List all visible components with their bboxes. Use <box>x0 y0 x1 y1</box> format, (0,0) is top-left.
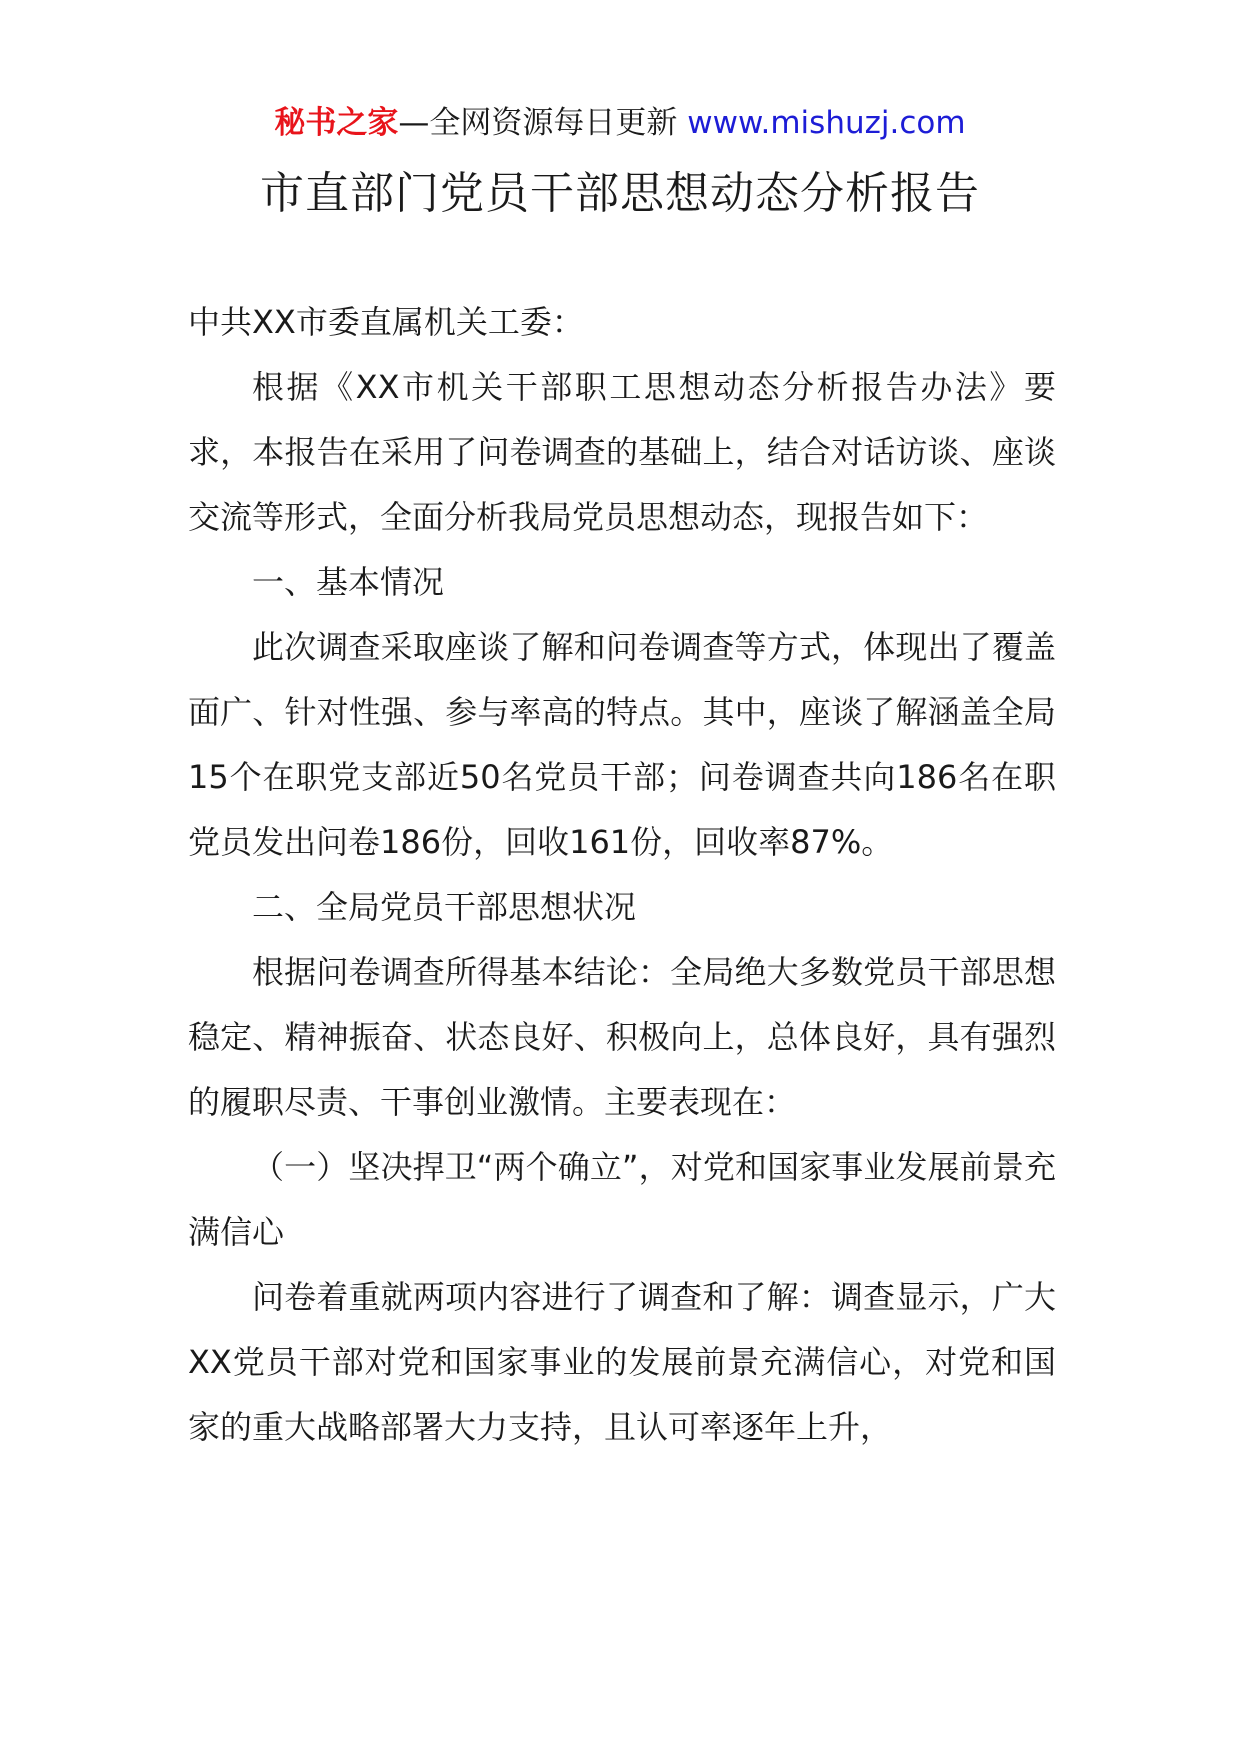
brand-name: 秘书之家 <box>274 105 399 141</box>
intro-paragraph: 根据《XX市机关干部职工思想动态分析报告办法》要求，本报告在采用了问卷调查的基础上，结合对话访谈、座谈交流等形式，全面分析我局党员思想动态，现报告如下： <box>188 368 1056 536</box>
subsection-heading-one: （一）坚决捍卫“两个确立”，对党和国家事业发展前景充满信心 <box>188 1148 1056 1251</box>
site-header <box>0 103 1240 143</box>
section-heading-basic: 一、基本情况 <box>252 563 445 601</box>
conclusion-paragraph: 根据问卷调查所得基本结论：全局绝大多数党员干部思想稳定、精神振奋、状态良好、积极向上，总体良好，具有强烈的履职尽责、干事创业激情。主要表现在： <box>188 953 1056 1121</box>
section-heading-thoughts: 二、全局党员干部思想状况 <box>252 888 637 926</box>
header-slogan: —全网资源每日更新 <box>398 105 678 141</box>
salutation: 中共XX市委直属机关工委： <box>188 303 584 341</box>
site-link[interactable]: www.mishuzj.com <box>687 105 966 141</box>
document-title: 市直部门党员干部思想动态分析报告 <box>260 168 980 219</box>
basic-situation-paragraph: 此次调查采取座谈了解和问卷调查等方式，体现出了覆盖面广、针对性强、参与率高的特点。其中，座谈了解涵盖全局15个在职党支部近50名党员干部；问卷调查共向186名在职党员发出问卷186份，回收161份，回收率87%。 <box>188 628 1056 861</box>
survey-paragraph: 问卷着重就两项内容进行了调查和了解：调查显示，广大XX党员干部对党和国家事业的发展前景充满信心，对党和国家的重大战略部署大力支持，且认可率逐年上升， <box>188 1278 1056 1446</box>
document-body <box>188 290 1056 1460</box>
